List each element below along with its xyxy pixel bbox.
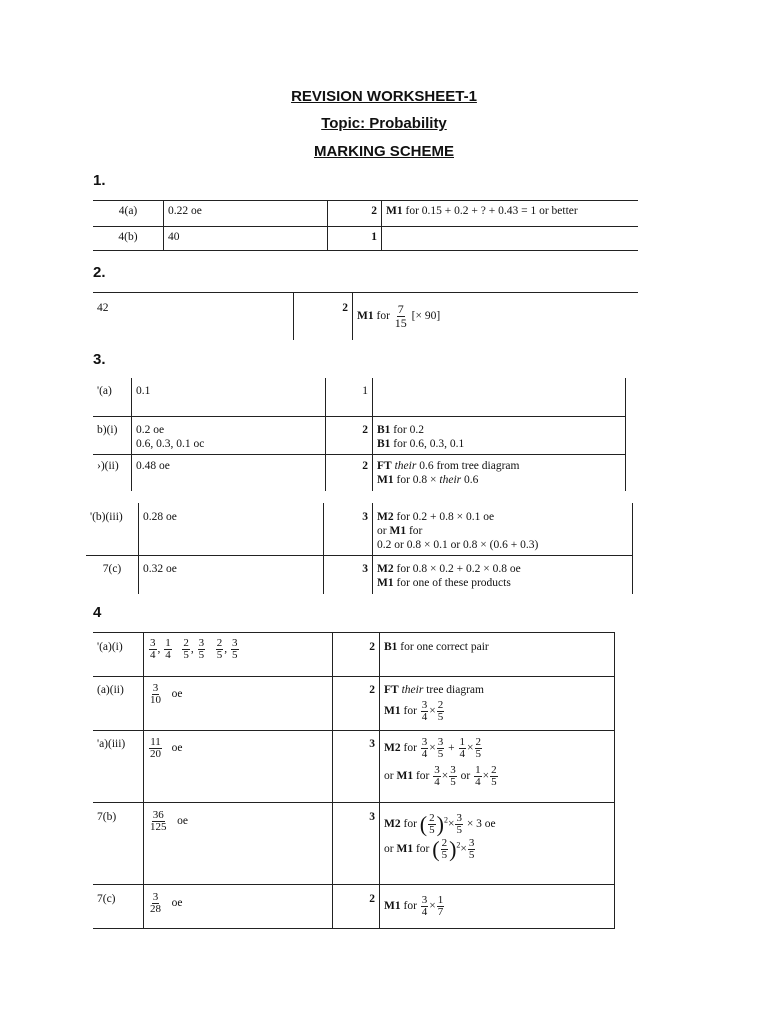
part-cell: 7(c) xyxy=(93,885,144,929)
part-cell: 4(a) xyxy=(93,201,164,227)
fraction: $\frac{11}{20}$ xyxy=(150,736,161,760)
marks-cell: 2 xyxy=(333,885,380,929)
guidance-line: M2 for 0.2 + 0.8 × 0.1 oe xyxy=(377,511,495,523)
mark-code: M1 xyxy=(357,310,374,323)
fraction: $\frac{3}{5}$ xyxy=(198,637,205,661)
table-row xyxy=(93,803,615,885)
guidance-line: or M1 for ( 2 5 )$^2$×3 5 xyxy=(384,836,475,862)
oe-label: oe xyxy=(171,742,183,755)
answer-cell xyxy=(144,677,333,731)
answer-cell: 0.48 oe xyxy=(132,454,326,491)
answer-cell: $\frac{3}{4}$ , $\frac{1}{4}$ $\frac{2}{5}$ , $\frac{3}{5}$ $\frac{2}{5}$ , $\frac{3}{5}$ xyxy=(144,633,333,677)
table-row xyxy=(93,885,615,929)
table-row xyxy=(93,677,615,731)
fraction: $\frac{1}{4}$ xyxy=(165,637,171,661)
question-2-table xyxy=(93,292,638,340)
guidance-cell xyxy=(373,454,626,491)
oe-label: oe xyxy=(171,897,183,910)
part-cell: (a)(ii) xyxy=(93,677,144,731)
guidance-line: or M1 for 3 4 ×3 5 or 1 4 ×2 5 xyxy=(384,764,497,788)
table-row xyxy=(93,293,638,340)
guidance-cell xyxy=(380,731,615,803)
marks-cell: 2 xyxy=(333,677,380,731)
guidance-cell xyxy=(380,677,615,731)
guidance-text: for 0.15 + 0.2 + ? + 0.43 = 1 or better xyxy=(402,205,578,217)
marks-cell: 1 xyxy=(326,378,373,416)
question-3-label: 3. xyxy=(93,351,106,368)
guidance-cell xyxy=(380,803,615,885)
answer-cell: 0.22 oe xyxy=(164,201,328,227)
guidance-cell xyxy=(382,201,639,227)
guidance-cell xyxy=(373,503,633,556)
table-row xyxy=(86,503,633,556)
table-row xyxy=(86,556,633,594)
guidance-text: for xyxy=(376,310,390,323)
fraction: $\frac{2}{5}$ xyxy=(183,637,189,661)
part-cell: 'a)(iii) xyxy=(93,731,144,803)
fraction: $\frac{3}{5}$ xyxy=(232,637,238,661)
answer-cell xyxy=(144,803,333,885)
marks-cell: 2 xyxy=(328,201,382,227)
question-3-table-a xyxy=(93,378,626,491)
marks-cell: 3 xyxy=(333,731,380,803)
answer-cell xyxy=(132,416,326,454)
guidance-cell xyxy=(373,378,626,416)
guidance-line: FT their tree diagram xyxy=(384,684,484,696)
question-2-label: 2. xyxy=(93,264,106,281)
part-cell: 4(b) xyxy=(93,227,164,251)
guidance-line: M2 for ( 2 5 )$^2$×3 5 × 3 oe xyxy=(384,811,496,837)
answer-cell: 0.32 oe xyxy=(139,556,324,594)
guidance-line: FT their 0.6 from tree diagram xyxy=(377,459,520,472)
answer-cell: 0.1 xyxy=(132,378,326,416)
guidance-cell: B1 for one correct pair xyxy=(380,633,615,677)
table-row xyxy=(93,454,626,491)
marks-cell: 1 xyxy=(328,227,382,251)
answer-cell: 0.28 oe xyxy=(139,503,324,556)
table-row xyxy=(93,731,615,803)
oe-label: oe xyxy=(177,815,188,828)
guidance-line: M2 for 0.8 × 0.2 + 0.2 × 0.8 oe xyxy=(377,563,521,575)
oe-label: oe xyxy=(171,688,183,701)
topic-heading: Topic: Probability xyxy=(321,115,447,132)
table-row xyxy=(93,378,626,416)
answer-cell xyxy=(144,885,333,929)
question-3-table-b xyxy=(86,503,633,594)
marks-cell: 2 xyxy=(326,416,373,454)
answer-cell xyxy=(144,731,333,803)
answer-line: 0.2 oe xyxy=(136,423,165,436)
question-1-label: 1. xyxy=(93,172,106,189)
guidance-cell xyxy=(353,293,639,340)
fraction: $\frac{3}{10}$ xyxy=(150,682,161,706)
part-cell: '(a) xyxy=(93,378,132,416)
worksheet-title: REVISION WORKSHEET-1 xyxy=(291,88,477,105)
mark-code: M1 xyxy=(386,205,403,217)
guidance-cell xyxy=(373,556,633,594)
part-cell: 7(c) xyxy=(86,556,139,594)
fraction: $\frac{3}{28}$ xyxy=(150,891,161,915)
guidance-line: B1 for 0.6, 0.3, 0.1 xyxy=(377,437,465,450)
question-4-label: 4 xyxy=(93,604,102,621)
answer-line: 0.6, 0.3, 0.1 oc xyxy=(136,437,205,450)
guidance-line: M1 for 0.8 × their 0.6 xyxy=(377,473,479,486)
guidance-tail: [× 90] xyxy=(411,310,441,323)
part-cell: ›)(ii) xyxy=(93,454,132,491)
marks-cell: 3 xyxy=(324,556,373,594)
marking-scheme-heading: MARKING SCHEME xyxy=(313,143,454,160)
marks-cell: 2 xyxy=(294,293,353,340)
fraction: $\frac{3}{4}$ xyxy=(150,637,156,661)
part-cell: '(a)(i) xyxy=(93,633,144,677)
table-row xyxy=(93,201,638,227)
part-cell: '(b)(iii) xyxy=(86,503,139,556)
fraction: $\frac{7}{15}$ xyxy=(394,302,407,330)
guidance-cell xyxy=(382,227,639,251)
table-row xyxy=(93,633,615,677)
fraction: $\frac{2}{5}$ xyxy=(216,637,223,661)
guidance-line: B1 for 0.2 xyxy=(377,423,424,436)
question-4-table xyxy=(93,632,615,929)
guidance-line: or M1 for xyxy=(377,525,423,537)
marks-cell: 3 xyxy=(333,803,380,885)
guidance-cell xyxy=(373,416,626,454)
table-row xyxy=(93,227,638,251)
fraction: $\frac{36}{125}$ xyxy=(150,809,167,833)
answer-cell: 42 xyxy=(93,293,294,340)
marks-cell: 2 xyxy=(326,454,373,491)
guidance-line: M1 for 3 4 ×2 5 xyxy=(384,699,444,723)
part-cell: b)(i) xyxy=(93,416,132,454)
guidance-line: 0.2 or 0.8 × 0.1 or 0.8 × (0.6 + 0.3) xyxy=(377,539,539,551)
marks-cell: 2 xyxy=(333,633,380,677)
answer-cell: 40 xyxy=(164,227,328,251)
part-cell: 7(b) xyxy=(93,803,144,885)
table-row xyxy=(93,416,626,454)
guidance-line: M1 for one of these products xyxy=(377,577,511,589)
guidance-line: M2 for 3 4 ×3 5 + 1 4 ×2 5 xyxy=(384,736,482,760)
question-1-table xyxy=(93,200,638,251)
guidance-cell: M1 for 3 4 ×1 7 xyxy=(380,885,615,929)
marks-cell: 3 xyxy=(324,503,373,556)
